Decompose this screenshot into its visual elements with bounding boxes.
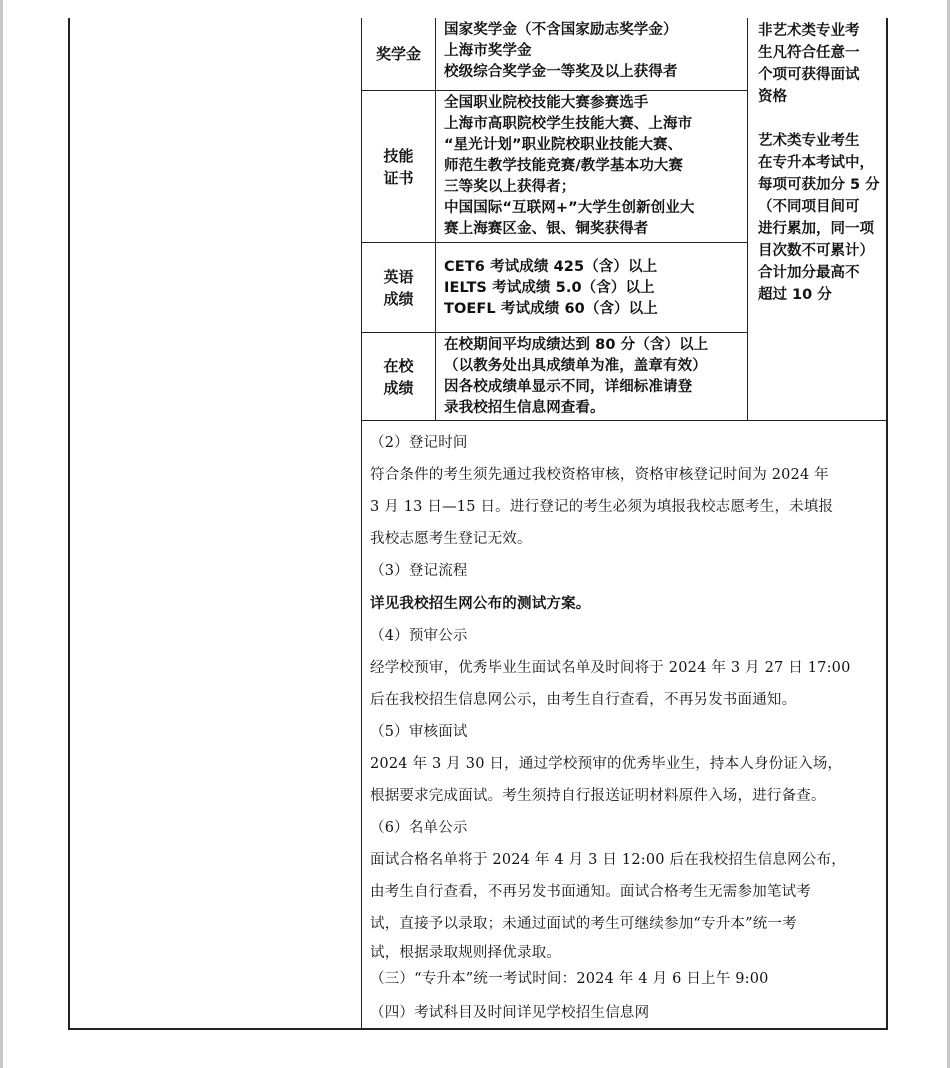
note-line: 在专升本考试中，: [758, 155, 874, 171]
criteria-line: 因各校成绩单显示不同，详细标准请登: [444, 379, 693, 395]
section-title-pre-review: （4）预审公示: [370, 628, 468, 644]
procedure-sections: [362, 421, 886, 1028]
criteria-line: 录我校招生信息网查看。: [444, 400, 605, 416]
category-label: 英语: [383, 267, 414, 286]
note-line: 超过 10 分: [758, 287, 832, 303]
criteria-line: 上海市奖学金: [444, 43, 532, 59]
section-exam-time: （三）“专升本”统一考试时间：2024 年 4 月 6 日上午 9:00: [370, 971, 769, 987]
criteria-line: 在校期间平均成绩达到 80 分（含）以上: [444, 337, 709, 353]
document-table: [68, 18, 888, 1030]
section-title-list-announcement: （6）名单公示: [370, 820, 468, 836]
paragraph-line: 试，直接予以录取；未通过面试的考生可继续参加“专升本”统一考: [370, 916, 797, 932]
category-english-score: [362, 243, 436, 333]
left-empty-column: [70, 18, 362, 1028]
criteria-line: 上海市高职院校学生技能大赛、上海市: [444, 116, 693, 132]
note-line: 非艺术类专业考: [758, 23, 860, 39]
paragraph-line: 3 月 13 日—15 日。进行登记的考生必须为填报我校志愿考生，未填报: [370, 499, 834, 515]
note-line: 资格: [758, 89, 787, 105]
note-line: 生凡符合任意一: [758, 45, 860, 61]
eligibility-note: [748, 18, 886, 421]
criteria-line: 师范生教学技能竞赛/教学基本功大赛: [444, 158, 683, 174]
paragraph-line: 后在我校招生信息网公示，由考生自行查看，不再另发书面通知。: [370, 692, 797, 708]
criteria-english-score: [436, 243, 748, 333]
note-line: 每项可获加分 5 分: [758, 177, 880, 193]
section-exam-subjects: （四）考试科目及时间详见学校招生信息网: [370, 1005, 650, 1021]
note-line: 合计加分最高不: [758, 265, 860, 281]
paragraph-line: 2024 年 3 月 30 日，通过学校预审的优秀毕业生，持本人身份证入场，: [370, 756, 843, 772]
section-title-interview: （5）审核面试: [370, 724, 468, 740]
criteria-line: 国家奖学金（不含国家励志奖学金）: [444, 22, 678, 38]
paragraph-line-bold: 详见我校招生网公布的测试方案。: [370, 596, 591, 612]
criteria-line: “星光计划”职业院校职业技能大赛、: [444, 137, 683, 153]
criteria-scholarship: [436, 18, 748, 91]
category-label: 技能: [383, 146, 414, 165]
category-label: 证书: [383, 168, 414, 187]
right-content-column: [362, 18, 886, 1028]
criteria-skill-certificate: [436, 91, 748, 243]
note-line: 艺术类专业考生: [758, 133, 860, 149]
category-scholarship: [362, 18, 436, 91]
paragraph-line: 我校志愿考生登记无效。: [370, 531, 532, 547]
category-label: 成绩: [383, 289, 414, 308]
note-line: 个项可获得面试: [758, 67, 860, 83]
note-line: 进行累加，同一项: [758, 221, 874, 237]
criteria-line: 中国国际“互联网+”大学生创新创业大: [444, 200, 695, 216]
section-title-registration-time: （2）登记时间: [370, 435, 468, 451]
page-edge-left: [0, 0, 3, 1068]
paragraph-line: 符合条件的考生须先通过我校资格审核，资格审核登记时间为 2024 年: [370, 467, 829, 483]
category-label: 奖学金: [375, 45, 421, 63]
category-label: 成绩: [383, 378, 414, 397]
category-label: 在校: [383, 356, 414, 375]
paragraph-line: 根据要求完成面试。考生须持自行报送证明材料原件入场，进行备查。: [370, 788, 826, 804]
paragraph-line: 经学校预审，优秀毕业生面试名单及时间将于 2024 年 3 月 27 日 17:00: [370, 660, 851, 676]
criteria-line: 赛上海赛区金、银、铜奖获得者: [444, 221, 649, 237]
paragraph-line: 由考生自行查看，不再另发书面通知。面试合格考生无需参加笔试考: [370, 884, 811, 900]
criteria-line: （以教务处出具成绩单为准，盖章有效）: [444, 358, 707, 374]
category-school-grades: [362, 333, 436, 421]
note-line: 目次数不可累计）: [758, 243, 874, 259]
criteria-line: CET6 考试成绩 425（含）以上: [444, 259, 658, 275]
criteria-line: TOEFL 考试成绩 60（含）以上: [444, 301, 658, 317]
category-skill-certificate: [362, 91, 436, 243]
criteria-line: 全国职业院校技能大赛参赛选手: [444, 95, 649, 111]
section-title-registration-process: （3）登记流程: [370, 563, 468, 579]
criteria-line: 校级综合奖学金一等奖及以上获得者: [444, 64, 678, 80]
criteria-school-grades: [436, 333, 748, 421]
criteria-line: IELTS 考试成绩 5.0（含）以上: [444, 280, 655, 296]
paragraph-line: 面试合格名单将于 2024 年 4 月 3 日 12:00 后在我校招生信息网公布，: [370, 852, 846, 868]
paragraph-line: 试，根据录取规则择优录取。: [370, 945, 562, 961]
note-line: （不同项目间可: [758, 199, 860, 215]
criteria-line: 三等奖以上获得者；: [444, 179, 576, 195]
